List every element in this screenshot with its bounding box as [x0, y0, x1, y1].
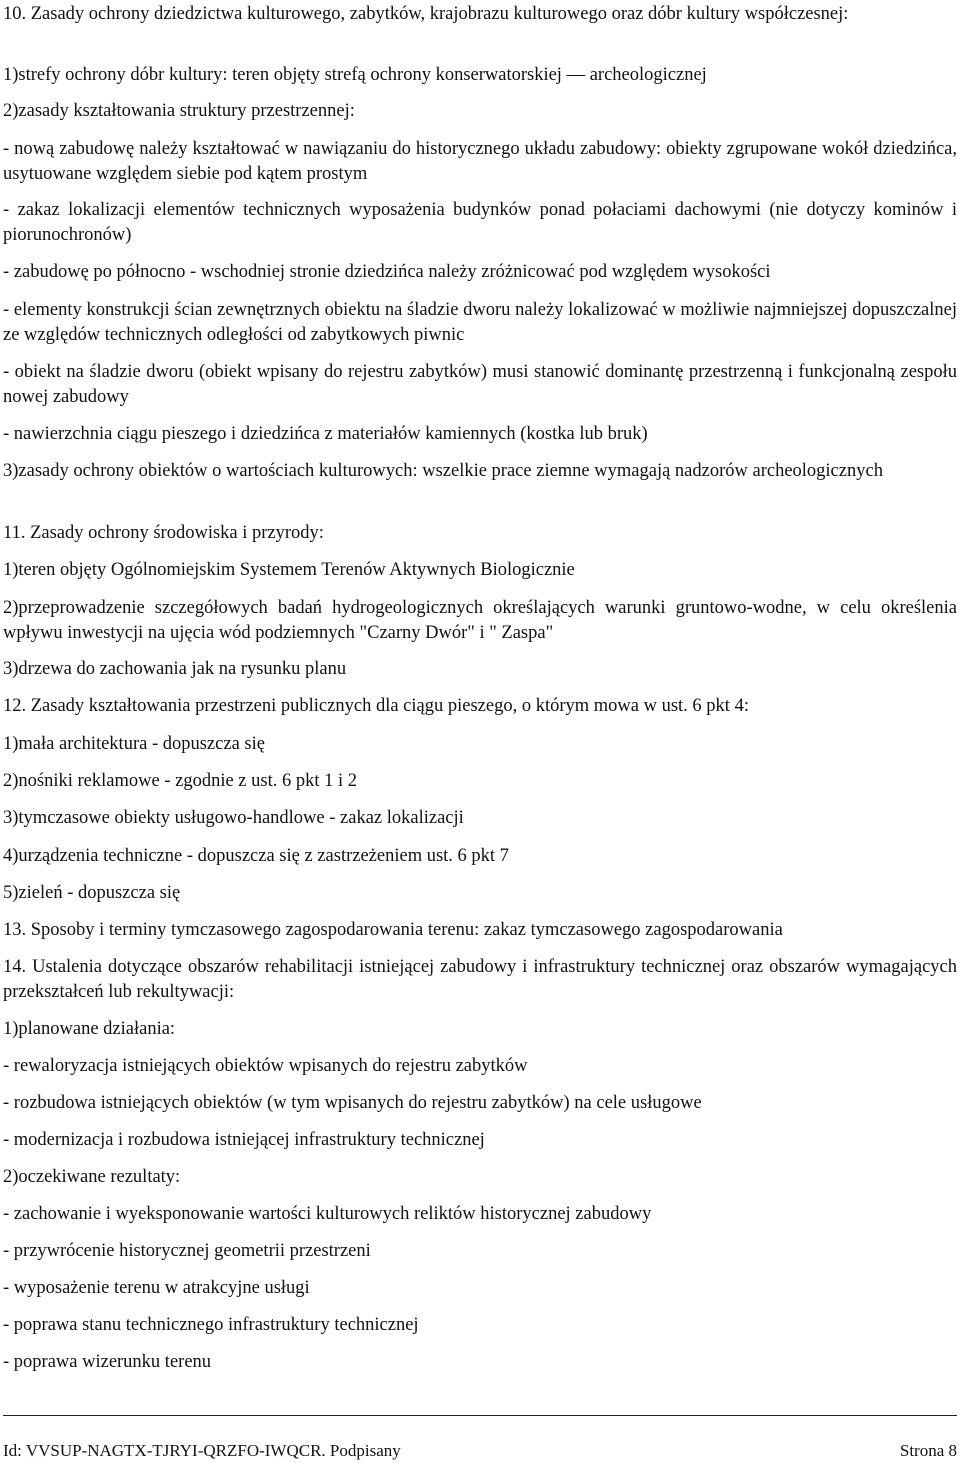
list-item: - poprawa stanu technicznego infrastruktury technicznej: [3, 1315, 419, 1335]
list-item: - poprawa wizerunku terenu: [3, 1352, 212, 1372]
list-item: 2)nośniki reklamowe - zgodnie z ust. 6 pkt 1 i 2: [3, 771, 358, 791]
list-item: - modernizacja i rozbudowa istniejącej infrastruktury technicznej: [3, 1130, 485, 1150]
section-14-heading: 14. Ustalenia dotyczące obszarów rehabilitacji istniejącej zabudowy i infrastruktury technicznej oraz obszarów wymagających przekształceń lub rekultywacji:: [3, 957, 957, 1002]
section-11-heading: 11. Zasady ochrony środowiska i przyrody:: [3, 523, 324, 543]
list-item: - rozbudowa istniejących obiektów (w tym wpisanych do rejestru zabytków) na cele usługowe: [3, 1093, 702, 1113]
list-item: - przywrócenie historycznej geometrii przestrzeni: [3, 1241, 371, 1261]
list-item: - zakaz lokalizacji elementów technicznych wyposażenia budynków ponad połaciami dachowymi (nie dotyczy kominów i piorunochronów): [3, 200, 957, 245]
list-item: 2)przeprowadzenie szczegółowych badań hydrogeologicznych określających warunki gruntowo-wodne, w celu określenia wpływu inwestycji na ujęcia wód podziemnych "Czarny Dwór" i " Zaspa": [3, 598, 957, 643]
list-item: - nową zabudowę należy kształtować w nawiązaniu do historycznego układu zabudowy: obiekty zgrupowane wokół dziedzińca, usytuowane względem siebie pod kątem prostym: [3, 139, 957, 184]
list-item: - wyposażenie terenu w atrakcyjne usługi: [3, 1278, 310, 1298]
list-item: - nawierzchnia ciągu pieszego i dziedzińca z materiałów kamiennych (kostka lub bruk): [3, 424, 648, 444]
list-item: 2)oczekiwane rezultaty:: [3, 1167, 181, 1187]
page-number: Strona 8: [899, 1441, 957, 1460]
section-12-heading: 12. Zasady kształtowania przestrzeni publicznych dla ciągu pieszego, o którym mowa w ust. 6 pkt 4:: [3, 696, 749, 716]
list-item: - zabudowę po północno - wschodniej stronie dziedzińca należy zróżnicować pod względem wysokości: [3, 262, 771, 282]
section-13-heading: 13. Sposoby i terminy tymczasowego zagospodarowania terenu: zakaz tymczasowego zagospodarowania: [3, 920, 783, 940]
footer-divider: [3, 1415, 957, 1416]
list-item: - zachowanie i wyeksponowanie wartości kulturowych reliktów historycznej zabudowy: [3, 1204, 652, 1224]
list-item: 3)drzewa do zachowania jak na rysunku planu: [3, 659, 347, 679]
list-item: 3)zasady ochrony obiektów o wartościach kulturowych: wszelkie prace ziemne wymagają nadzorów archeologicznych: [3, 461, 883, 481]
list-item: 1)strefy ochrony dóbr kultury: teren objęty strefą ochrony konserwatorskiej — archeologicznej: [3, 65, 707, 85]
section-10-heading: 10. Zasady ochrony dziedzictwa kulturowego, zabytków, krajobrazu kulturowego oraz dóbr kultury współczesnej:: [3, 4, 849, 24]
document-id-text: Id: VVSUP-NAGTX-TJRYI-QRZFO-IWQCR. Podpisany: [3, 1441, 401, 1460]
list-item: - rewaloryzacja istniejących obiektów wpisanych do rejestru zabytków: [3, 1056, 528, 1076]
list-item: 3)tymczasowe obiekty usługowo-handlowe - zakaz lokalizacji: [3, 808, 464, 828]
list-item: - elementy konstrukcji ścian zewnętrznych obiektu na śladzie dworu należy lokalizować w możliwie najmniejszej dopuszczalnej ze względów technicznych odległości od zabytkowych piwnic: [3, 300, 957, 345]
list-item: - obiekt na śladzie dworu (obiekt wpisany do rejestru zabytków) musi stanowić dominantę przestrzenną i funkcjonalną zespołu nowej zabudowy: [3, 362, 957, 407]
list-item: 4)urządzenia techniczne - dopuszcza się z zastrzeżeniem ust. 6 pkt 7: [3, 846, 509, 866]
list-item: 5)zieleń - dopuszcza się: [3, 883, 181, 903]
list-item: 1)mała architektura - dopuszcza się: [3, 734, 265, 754]
list-item: 1)teren objęty Ogólnomiejskim Systemem Terenów Aktywnych Biologicznie: [3, 560, 575, 580]
list-item: 1)planowane działania:: [3, 1019, 176, 1039]
list-item: 2)zasady kształtowania struktury przestrzennej:: [3, 101, 355, 121]
